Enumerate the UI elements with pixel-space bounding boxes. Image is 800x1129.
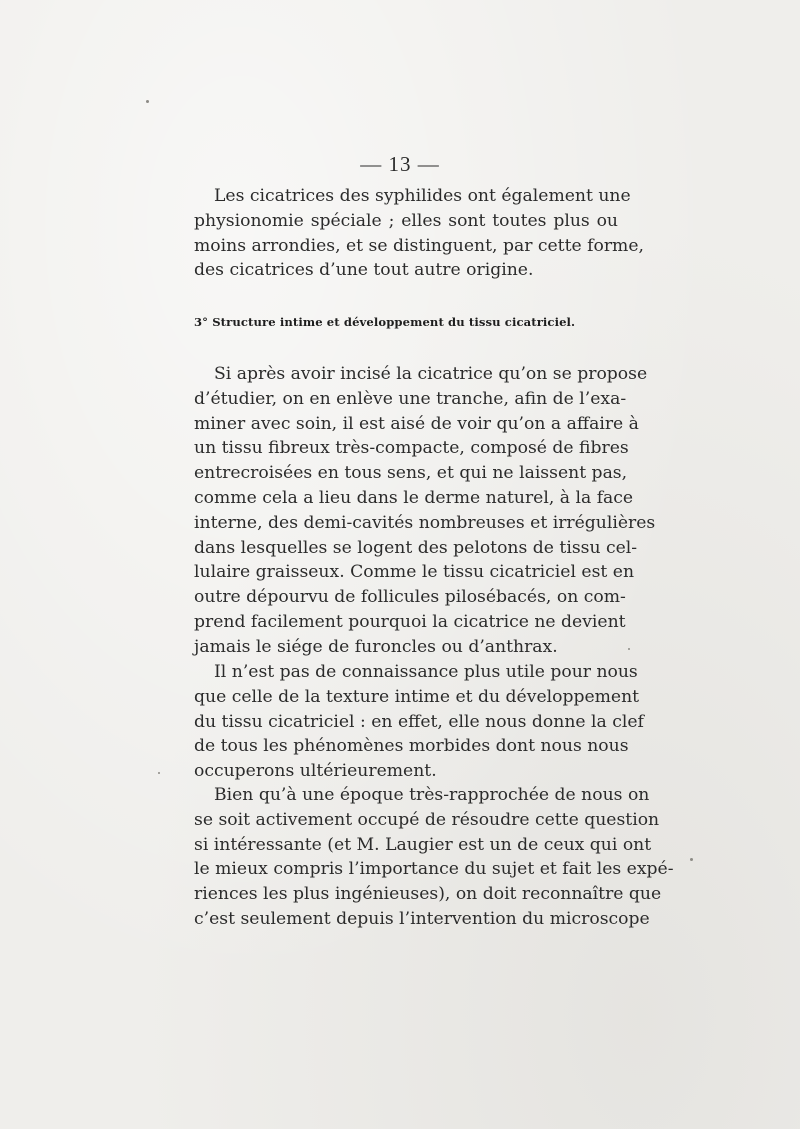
text-line: Il n’est pas de connaissance plus utile pour nous <box>214 662 638 682</box>
paragraph-syphilides <box>194 184 644 283</box>
text-line: outre dépourvu de follicules pilosébacés, on com- <box>194 587 626 608</box>
text-line: dans lesquelles se logent des pelotons de tissu cel- <box>194 537 638 558</box>
text-line: occuperons ultérieurement. <box>194 761 437 782</box>
text-line: miner avec soin, il est aisé de voir qu’on a affaire à <box>194 413 639 434</box>
section-heading: 3° Structure intime et développement du tissu cicatriciel. <box>194 315 576 329</box>
text-line: des cicatrices d’une tout autre origine. <box>194 260 534 281</box>
text-line: du tissu cicatriciel : en effet, elle nous donne la clef <box>194 711 644 732</box>
text-line: que celle de la texture intime et du développement <box>194 686 640 707</box>
text-line: Si après avoir incisé la cicatrice qu’on se propose <box>214 364 648 384</box>
paper-speck <box>146 100 149 103</box>
text-line: prend facilement pourquoi la cicatrice ne devient <box>194 611 626 632</box>
text-line: lulaire graisseux. Comme le tissu cicatriciel est en <box>194 562 635 583</box>
text-line: d’étudier, on en enlève une tranche, afin de l’exa- <box>194 388 627 409</box>
paragraph-structure <box>194 362 656 660</box>
text-line: Les cicatrices des syphilides ont également une <box>214 186 631 206</box>
text-line: comme cela a lieu dans le derme naturel, à la face <box>194 487 634 508</box>
paper-speck <box>158 772 160 774</box>
paragraph-epoque <box>194 783 674 932</box>
paper-speck <box>690 858 693 861</box>
text-line: jamais le siége de furoncles ou d’anthrax. <box>194 636 558 657</box>
text-line: c’est seulement depuis l’intervention du microscope <box>194 908 650 929</box>
text-line: un tissu fibreux très-compacte, composé de fibres <box>194 438 629 459</box>
text-line: interne, des demi-cavités nombreuses et irrégulières <box>194 512 656 533</box>
text-line: entrecroisées en tous sens, et qui ne laissent pas, <box>194 463 628 484</box>
text-line: physionomie spéciale ; elles sont toutes plus ou <box>194 210 618 231</box>
text-line: riences les plus ingénieuses), on doit reconnaître que <box>194 884 662 905</box>
paragraph-connaissance <box>194 660 644 784</box>
text-line: de tous les phénomènes morbides dont nous nous <box>194 736 629 757</box>
text-line: moins arrondies, et se distinguent, par cette forme, <box>194 235 644 256</box>
page-number: — 13 — <box>360 152 440 176</box>
text-line: se soit activement occupé de résoudre cette question <box>194 809 660 830</box>
text-line: Bien qu’à une époque très-rapprochée de nous on <box>214 785 650 805</box>
paper-speck <box>628 648 630 650</box>
text-line: le mieux compris l’importance du sujet et fait les expé- <box>194 859 674 880</box>
text-line: si intéressante (et M. Laugier est un de ceux qui ont <box>194 834 652 855</box>
